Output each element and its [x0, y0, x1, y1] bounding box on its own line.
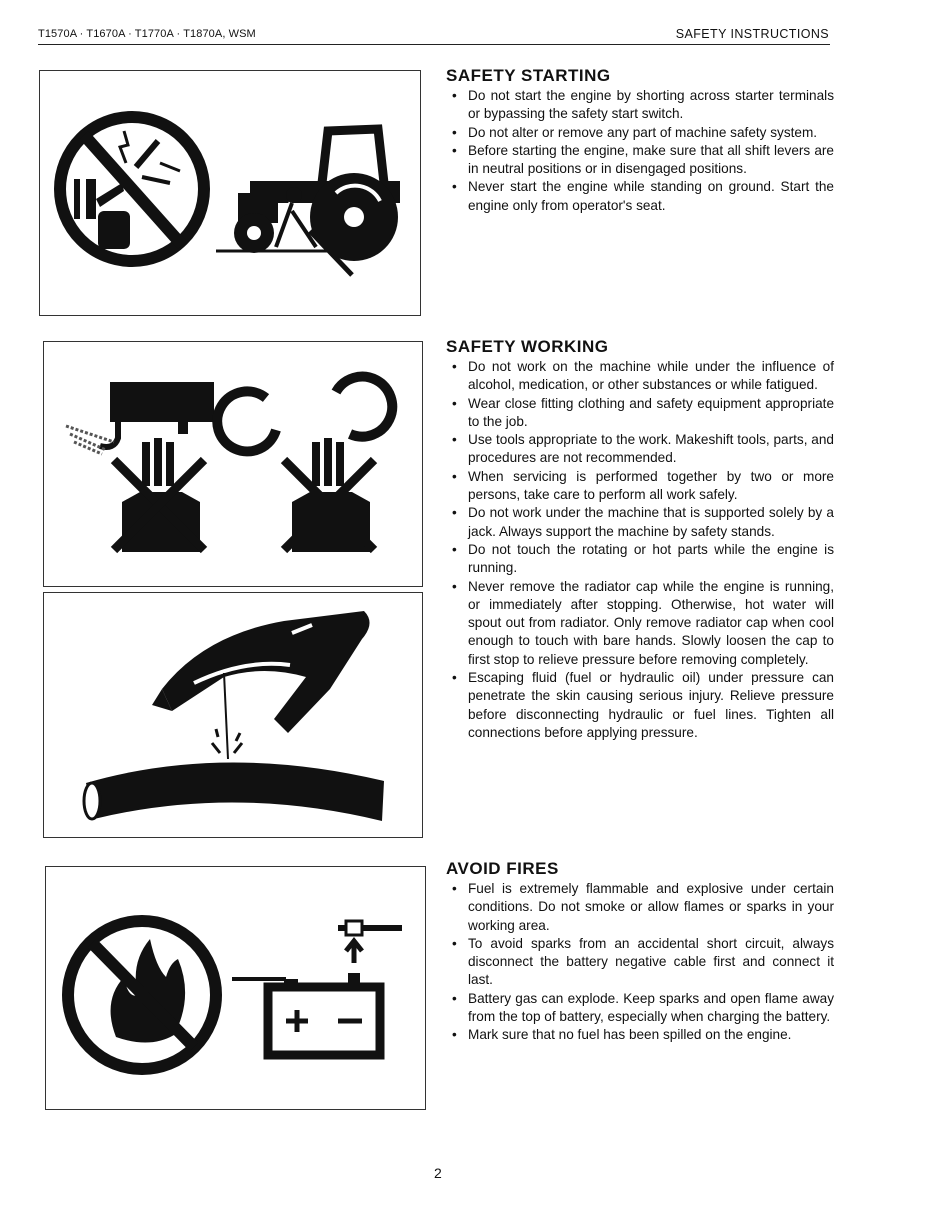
figure-no-loose-clothing — [43, 341, 423, 587]
section-title: AVOID FIRES — [446, 859, 559, 878]
list-item: • Wear close fitting clothing and safety equipment appropriate to the job. — [446, 395, 834, 432]
bullet-list — [446, 880, 834, 1045]
header-rule — [38, 44, 830, 45]
list-item: • Do not alter or remove any part of machine safety system. — [446, 124, 834, 142]
no-flame-icon — [68, 921, 216, 1069]
figure-avoid-fires — [45, 866, 426, 1110]
list-item: • Do not start the engine by shorting across starter terminals or bypassing the safety start switch. — [446, 87, 834, 124]
hand-pressure-leak-icon — [84, 611, 384, 821]
list-item: • Battery gas can explode. Keep sparks and open flame away from the top of battery, especially when charging the battery. — [446, 990, 834, 1027]
list-item: • When servicing is performed together by two or more persons, take care to perform all work safely. — [446, 468, 834, 505]
list-item: • Do not work on the machine while under the influence of alcohol, medication, or other substances or while fatigued. — [446, 358, 834, 395]
list-item: • Never start the engine while standing on ground. Start the engine only from operator's seat. — [446, 178, 834, 215]
no-shorting-starter-icon — [60, 117, 204, 261]
list-item: • Before starting the engine, make sure that all shift levers are in neutral positions or in disengaged positions. — [446, 142, 834, 179]
bullet-list — [446, 358, 834, 742]
section-title: SAFETY STARTING — [446, 66, 611, 85]
tractor-rollover-icon — [216, 129, 400, 275]
list-item: • Use tools appropriate to the work. Makeshift tools, parts, and procedures are not recommended. — [446, 431, 834, 468]
figure-escaping-fluid — [43, 592, 423, 838]
section-safety-working — [446, 337, 834, 742]
battery-icon — [232, 921, 402, 1055]
list-item: • Do not work under the machine that is supported solely by a jack. Always support the machine by safety stands. — [446, 504, 834, 541]
list-item: • Mark sure that no fuel has been spilled on the engine. — [446, 1026, 834, 1044]
list-item: • Fuel is extremely flammable and explosive under certain conditions. Do not smoke or allow flames or sparks in your working area. — [446, 880, 834, 935]
bullet-list — [446, 87, 834, 215]
figure-safety-starting — [39, 70, 421, 316]
list-item: • Never remove the radiator cap while the engine is running, or immediately after stopping. Otherwise, hot water will spout out from radiator. Only remove radiator cap when cool enough to touch with bare hands. Slowly loosen the cap to first stop to relieve pressure before removing completely. — [446, 578, 834, 669]
no-loose-clothing-icon — [66, 377, 392, 552]
list-item: • Escaping fluid (fuel or hydraulic oil) under pressure can penetrate the skin causing serious injury. Relieve pressure before disconnecting hydraulic or fuel lines. Tighten all connections before applying pressure. — [446, 669, 834, 742]
list-item: • To avoid sparks from an accidental short circuit, always disconnect the battery negative cable first and connect it last. — [446, 935, 834, 990]
section-safety-starting — [446, 66, 834, 215]
section-avoid-fires — [446, 859, 834, 1045]
header-models: T1570A · T1670A · T1770A · T1870A, WSM — [38, 28, 256, 40]
page-number: 2 — [434, 1165, 442, 1181]
section-title: SAFETY WORKING — [446, 337, 609, 356]
header-section-title: SAFETY INSTRUCTIONS — [675, 27, 829, 41]
list-item: • Do not touch the rotating or hot parts while the engine is running. — [446, 541, 834, 578]
